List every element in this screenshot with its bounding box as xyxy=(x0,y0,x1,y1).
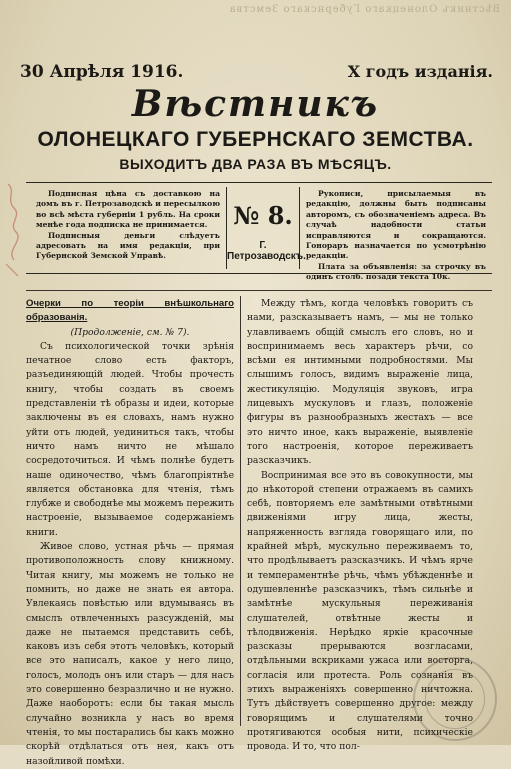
editorial-terms xyxy=(306,189,486,283)
article-continuation-note: (Продолженiе, см. № 7). xyxy=(70,326,190,338)
manuscript-terms: Рукописи, присылаемыя въ редакцiю, должны быть подписаны авторомъ, съ обозначенiемъ адреса. Въ случаѣ надобности статьи исправляются и сокращаются. Гонораръ назначается по усмотрѣнiю редакцiи. xyxy=(306,189,486,261)
article-paragraph: Съ психологической точки зрѣнiя печатное слово есть факторъ, разъединяющiй людей. Чтобы прочесть книгу, чтобы создать въ своемъ представленiи тѣ образы и идеи, которые заключены въ ея словахъ, намъ нужно уйти отъ людей, уединиться такъ, чтобы ничто намъ ничто не мѣшало сосредоточиться. И чѣмъ полнѣе будетъ наше одиночество, чѣмъ благопрiятнѣе является обстановка для чтенiя, тѣмъ глубже и свободнѣе мы можемъ пережить настроенiе, вызываемое содержанiемъ книги. xyxy=(26,340,234,538)
subscription-terms xyxy=(36,189,220,262)
subscription-info-box xyxy=(26,182,492,282)
article-paragraph: Между тѣмъ, когда человѣкъ говоритъ съ нами, разсказываетъ намъ, — мы не только улавливаемъ общiй смыслъ его словъ, но и воспринимаемъ весь характеръ рѣчи, со всѣми ея интимными подробностями. Мы слышимъ голосъ, видимъ выраженiе лица, жестикуляцiю. Модуляцiя звуковъ, игра лицевыхъ мускуловъ и глазъ, положенiе фигуры въ разнообразныхъ жестахъ — все это ничто иное, какъ выраженiе, выявленiе того настроенiя, которое переживаетъ разсказчикъ. xyxy=(247,298,473,467)
subscription-price: Подписная цѣна съ доставкою на домъ въ г. Петрозаводскѣ и пересылкою во всѣ мѣста губернiи 1 рубль. На сроки менѣе года подписка не принимается. xyxy=(36,189,220,230)
bleed-through-text: Вѣстникъ Олонецкаго Губернскаго Земства xyxy=(228,4,500,15)
publication-city: Г. Петрозаводскъ. xyxy=(227,240,306,262)
issue-number: № 8. xyxy=(233,201,293,230)
newspaper-title: Вѣстникъ xyxy=(131,83,380,125)
advertising-rates: Плата за объявленiя: за строчку въ одинъ столб. позади текста 10к. xyxy=(306,261,486,282)
article-paragraph: Живое слово, устная рѣчь — прямая противоположность слову книжному. Читая книгу, мы можемъ не только не помнить, но даже не знать ея автора. Увлекаясь повѣстью или вдумываясь въ смыслъ отвлеченныхъ разсужденiй, мы даже не пытаемся представить себѣ, каковъ изъ себя этотъ человѣкъ, который все это написалъ, какое у него лицо, голосъ, молодъ онъ или старъ — для насъ это совершенно безразлично и не нужно. Даже наоборотъ: если бы такая мысль случайно возникла у насъ во время чтенiя, то мы постарались бы какъ можно скорѣй отдѣлаться отъ нея, какъ отъ назойливой помѣхи. xyxy=(26,541,234,767)
article-left-column xyxy=(26,297,234,769)
subscription-address: Подписныя деньги слѣдуетъ адресовать на имя редакцiи, при Губернской Земской Управѣ. xyxy=(36,230,220,261)
article-heading: Очерки по теорiи внѣшкольнаго образованiя. xyxy=(26,298,234,324)
year-of-issue: X годъ изданiя. xyxy=(347,62,493,81)
publication-frequency: ВЫХОДИТЪ ДВА РАЗА ВЪ МѢСЯЦЪ. xyxy=(119,156,392,172)
column-top-rule xyxy=(26,290,492,291)
dateline xyxy=(20,62,493,84)
handwritten-annotation xyxy=(2,180,24,280)
postal-stamp xyxy=(413,657,497,741)
issue-block xyxy=(226,187,306,269)
issue-date: 30 Апрѣля 1916. xyxy=(20,62,184,82)
column-divider xyxy=(240,296,241,726)
article-paragraph: Воспринимая все это въ совокупности, мы до нѣкоторой степени отражаемъ въ самихъ себѣ, повторяемъ еле замѣтными отвѣтными движенiями игру лица, жесты, напряженность взгляда говорящаго или, по крайней мѣрѣ, мускульно переживаемъ то, что продѣлываетъ разсказчикъ. И чѣмъ ярче и темпераментнѣе рѣчь, чѣмъ убѣжденнѣе и одушевленнѣе разсказчикъ, тѣмъ сильнѣе и замѣтнѣе мускульныя переживанiя слушателей, отвѣтные жесты и тѣлодвиженiя. Нерѣдко яркiе красочные разсказы прерываются возгласами, отдѣльными вскриками ужаса или восторга, согласiя или протеста. Роль сознанiя въ этихъ выраженiяхъ совершенно ничтожна. Тутъ дѣйствуетъ совершенно другое: между говорящимъ и слушателями точно протягиваются особыя нити, психическiе провода. И то, что пол- xyxy=(247,469,473,753)
newspaper-subtitle: ОЛОНЕЦКАГО ГУБЕРНСКАГО ЗЕМСТВА. xyxy=(37,128,474,151)
